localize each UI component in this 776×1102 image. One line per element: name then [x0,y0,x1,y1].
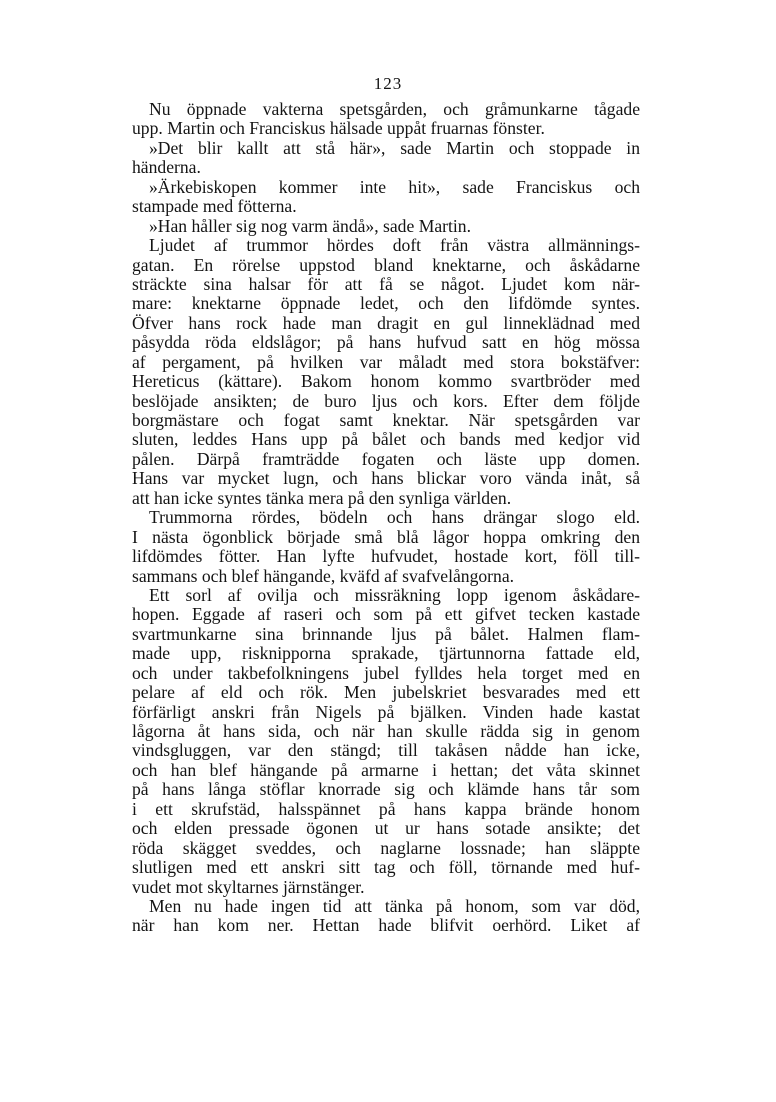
text-line: på hans långa stöflar knorrade sig och klämde hans tår som [132,779,640,800]
text-line: borgmästare och fogat samt knektar. När spetsgården var [132,410,640,430]
text-line: sträckte sina halsar för att få se något. Ljudet kom när- [132,273,640,294]
text-line: Ett sorl af ovilja och missräkning lopp igenom åskådare- [149,584,640,605]
text-line: att han icke syntes tänka mera på den synliga världen. [132,487,512,508]
text-line: händerna. [132,157,201,178]
text-line: lifdömdes fötter. Han lyfte hufvudet, hostade kort, föll till- [132,546,640,567]
text-line: gatan. En rörelse uppstod bland knektarne, och åskådarne [132,254,640,275]
text-line: Ljudet af trummor hördes doft från västra allmännings- [149,235,640,256]
body-text [132,100,640,936]
text-line: förfärligt anskri från Nigels på bjälken. Vinden hade kastat [132,701,640,722]
text-line: stampade med fötterna. [132,196,297,217]
text-line: mare: knektarne öppnade ledet, och den lifdömde syntes. [132,293,640,314]
text-line: och elden pressade ögonen ut ur hans sotade ansikte; det [132,818,640,839]
text-line: pålen. Därpå framträdde fogaten och läste upp domen. [132,448,640,469]
text-line: sammans och blef hängande, kväfd af svafvelångorna. [132,565,515,586]
text-line: hopen. Eggade af raseri och som på ett gifvet tecken kastade [132,604,640,625]
text-line: vindsgluggen, var den stängd; till takåsen nådde han icke, [132,740,640,761]
text-line: made upp, risknipporna sprakade, tjärtunnorna fattade eld, [132,643,640,664]
text-line: »Det blir kallt att stå här», sade Martin och stoppade in [149,137,640,158]
text-line: »Han håller sig nog varm ändå», sade Martin. [149,215,471,236]
text-line: Hans var mycket lugn, och hans blickar voro vända inåt, så [132,468,640,489]
text-line: I nästa ögonblick började små blå lågor hoppa omkring den [132,526,640,547]
page-number: 123 [373,74,403,93]
text-line: »Ärkebiskopen kommer inte hit», sade Franciskus och [149,176,640,197]
text-line: upp. Martin och Franciskus hälsade uppåt fruarnas fönster. [132,118,545,139]
text-line: Trummorna rördes, bödeln och hans drängar slogo eld. [149,507,640,528]
text-line: Hereticus (kättare). Bakom honom kommo svartbröder med [132,371,640,392]
text-line: när han kom ner. Hettan hade blifvit oerhörd. Liket af [132,915,640,936]
text-line: pelare af eld och rök. Men jubelskriet besvarades med ett [132,682,640,703]
text-line: af pergament, på hvilken var måladt med stora bokstäfver: [132,351,640,372]
text-line: och han blef hängande på armarne i hettan; det våta skinnet [132,759,640,780]
text-line: i ett skrufstäd, halsspännet på hans kappa brände honom [132,798,640,819]
text-line: beslöjade ansikten; de buro ljus och kors. Efter dem följde [132,390,640,411]
text-line: vudet mot skyltarnes järnstänger. [132,876,365,897]
text-line: röda skägget sveddes, och naglarne lossnade; han släppte [132,837,640,858]
text-line: påsydda röda eldslågor; på hans hufvud satt en hög mössa [132,332,640,353]
text-line: slutligen med ett anskri sitt tag och föll, törnande med huf- [132,857,640,878]
text-line: svartmunkarne sina brinnande ljus på bålet. Halmen flam- [132,623,640,644]
text-line: Öfver hans rock hade man dragit en gul linneklädnad med [132,312,640,333]
text-line: lågorna åt hans sida, och när han skulle rädda sig in genom [132,721,640,741]
text-line: Nu öppnade vakterna spetsgården, och gråmunkarne tågade [149,99,640,119]
text-line: och under takbefolkningens jubel fylldes hela torget med en [132,662,640,683]
text-line: Men nu hade ingen tid att tänka på honom, som var död, [149,895,640,916]
text-line: sluten, leddes Hans upp på bålet och bands med kedjor vid [132,429,640,450]
